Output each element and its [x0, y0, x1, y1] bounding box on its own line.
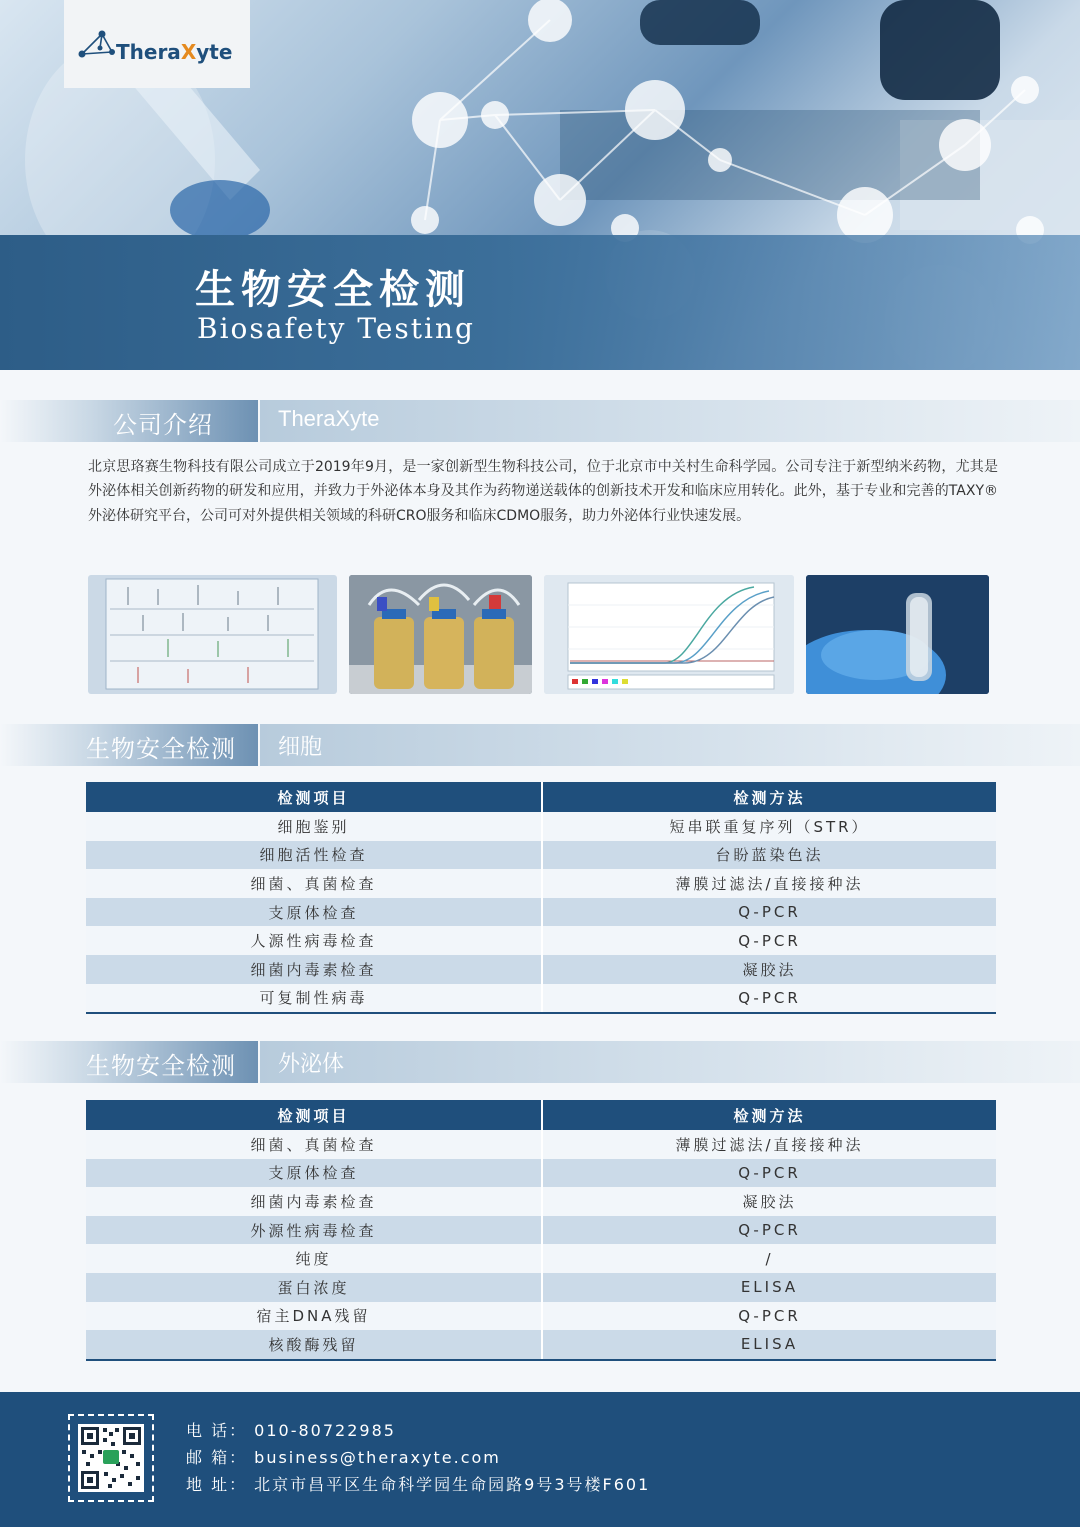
- column-header-item: 检测项目: [86, 782, 542, 812]
- test-method: Q-PCR: [542, 898, 996, 927]
- qr-code[interactable]: [68, 1414, 154, 1502]
- qpcr-amplification-image: [544, 575, 794, 694]
- section-title: 生物安全检测: [86, 1052, 236, 1080]
- test-method: /: [542, 1244, 996, 1273]
- table-header-row: [86, 1100, 996, 1130]
- table-row: [86, 812, 996, 841]
- company-intro: 北京思珞赛生物科技有限公司成立于2019年9月，是一家创新型生物科技公司，位于北京市中关村生命科学园。公司专注于新型纳米药物，尤其是外泌体相关创新药物的研发和应用，并致力于外泌体本身及其作为药物递送载体的创新技术开发和临床应用转化。此外，基于专业和完善的TAXY®外泌体研究平台，公司可对外提供相关领域的科研CRO服务和临床CDMO服务，助力外泌体行业快速发展。: [88, 459, 998, 524]
- table-row: [86, 1159, 996, 1188]
- test-method: 薄膜过滤法/直接接种法: [542, 1130, 996, 1159]
- test-item: 细胞鉴别: [86, 812, 542, 841]
- table-row: [86, 1330, 996, 1360]
- section-subtitle: 细胞: [278, 735, 323, 760]
- column-header-method: 检测方法: [542, 1100, 996, 1130]
- test-method: Q-PCR: [542, 1159, 996, 1188]
- test-item: 支原体检查: [86, 898, 542, 927]
- test-item: 细菌内毒素检查: [86, 955, 542, 984]
- section-subtitle: 外泌体: [278, 1052, 345, 1077]
- table-header-row: [86, 782, 996, 812]
- test-item: 人源性病毒检查: [86, 926, 542, 955]
- table-row: [86, 841, 996, 870]
- test-item: 细菌内毒素检查: [86, 1187, 542, 1216]
- table-row: [86, 984, 996, 1014]
- contact-phone: 电 话： 010-80722985: [186, 1421, 396, 1440]
- test-item: 细胞活性检查: [86, 841, 542, 870]
- test-item: 纯度: [86, 1244, 542, 1273]
- test-item: 细菌、真菌检查: [86, 869, 542, 898]
- contact-address: 地 址： 北京市昌平区生命科学园生命园路9号3号楼F601: [186, 1475, 651, 1494]
- section-header-exosome: [0, 1041, 1080, 1083]
- test-method: 短串联重复序列（STR）: [542, 812, 996, 841]
- str-chromatogram-image: [88, 575, 337, 694]
- column-header-method: 检测方法: [542, 782, 996, 812]
- table-row: [86, 1244, 996, 1273]
- page-title: 生物安全检测: [195, 267, 471, 313]
- test-method: 凝胶法: [542, 1187, 996, 1216]
- test-method: 凝胶法: [542, 955, 996, 984]
- footer: [0, 1392, 1080, 1527]
- section-header-company: [0, 400, 1080, 442]
- section-title: 公司介绍: [113, 411, 213, 439]
- cell-test-table: [86, 782, 996, 1014]
- section-subtitle: TheraXyte: [278, 406, 380, 431]
- section-title: 生物安全检测: [86, 735, 236, 763]
- test-method: Q-PCR: [542, 1216, 996, 1245]
- test-method: 台盼蓝染色法: [542, 841, 996, 870]
- table-row: [86, 869, 996, 898]
- molecule-logo-icon: [76, 24, 116, 64]
- qr-code-icon: [78, 1424, 144, 1492]
- test-method: Q-PCR: [542, 926, 996, 955]
- title-band: [0, 235, 1080, 370]
- sample-tube-image: [806, 575, 989, 694]
- test-item: 宿主DNA残留: [86, 1302, 542, 1331]
- test-method: ELISA: [542, 1330, 996, 1360]
- test-item: 可复制性病毒: [86, 984, 542, 1014]
- culture-bottles-image: [349, 575, 532, 694]
- section-header-cell: [0, 724, 1080, 766]
- table-row: [86, 955, 996, 984]
- logo: TheraXyte: [64, 0, 250, 88]
- test-method: Q-PCR: [542, 984, 996, 1014]
- table-row: [86, 1273, 996, 1302]
- test-item: 细菌、真菌检查: [86, 1130, 542, 1159]
- test-item: 支原体检查: [86, 1159, 542, 1188]
- table-row: [86, 898, 996, 927]
- table-row: [86, 1130, 996, 1159]
- test-item: 蛋白浓度: [86, 1273, 542, 1302]
- test-method: 薄膜过滤法/直接接种法: [542, 869, 996, 898]
- table-row: [86, 1302, 996, 1331]
- exosome-test-table: [86, 1100, 996, 1361]
- table-row: [86, 1187, 996, 1216]
- test-method: ELISA: [542, 1273, 996, 1302]
- column-header-item: 检测项目: [86, 1100, 542, 1130]
- contact-email[interactable]: 邮 箱： business@theraxyte.com: [186, 1448, 501, 1467]
- test-method: Q-PCR: [542, 1302, 996, 1331]
- test-item: 核酸酶残留: [86, 1330, 542, 1360]
- test-item: 外源性病毒检查: [86, 1216, 542, 1245]
- table-row: [86, 1216, 996, 1245]
- hero-banner: [0, 0, 1080, 370]
- page-subtitle: Biosafety Testing: [197, 312, 475, 345]
- table-row: [86, 926, 996, 955]
